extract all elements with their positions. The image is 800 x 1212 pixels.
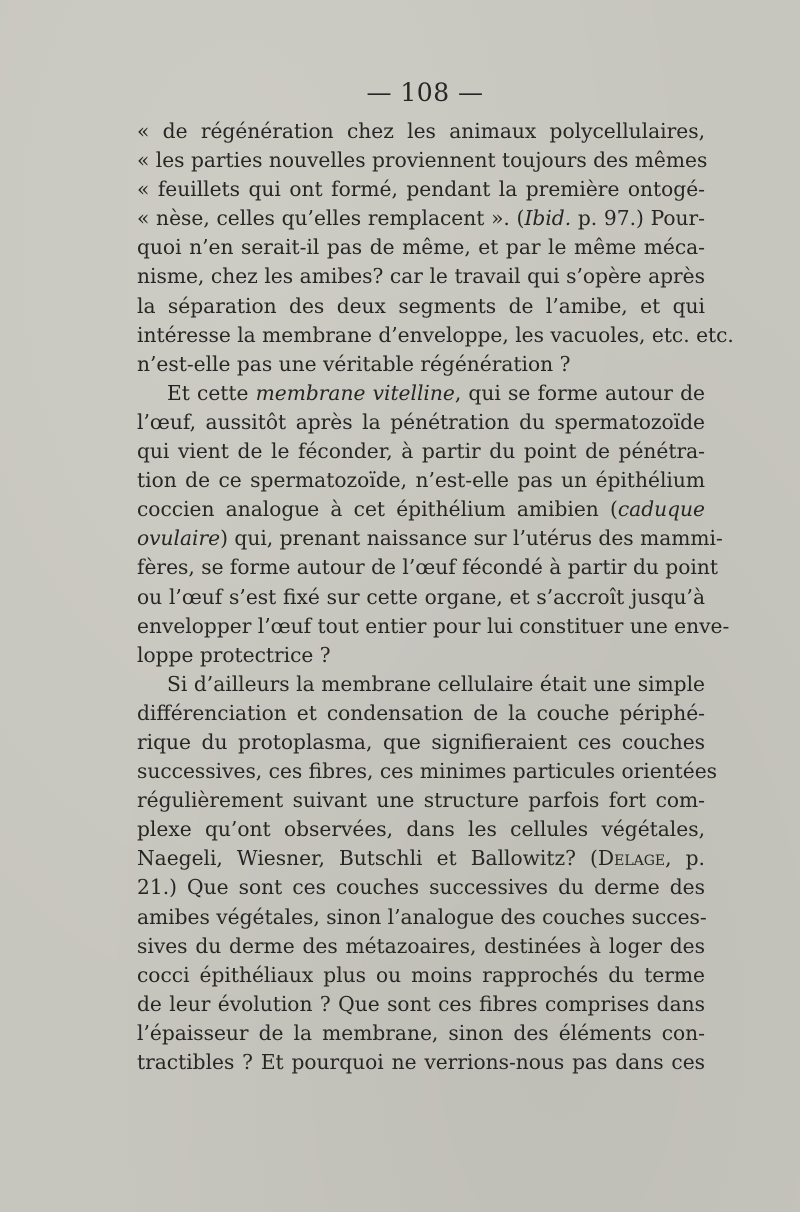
text-line	[137, 612, 730, 641]
line-text: tractibles ? Et pourquoi ne verrions-nous pas dans ces	[137, 1050, 705, 1074]
text-line	[137, 873, 705, 902]
line-text: l’épaisseur de la membrane, sinon des éléments con-	[137, 1020, 705, 1045]
line-text: « feuillets qui ont formé, pendant la première ontogé-	[137, 177, 705, 202]
text-line	[137, 1048, 705, 1077]
text-line	[137, 175, 705, 204]
line-text: régulièrement suivant une structure parfois fort com-	[137, 788, 705, 813]
text-line	[137, 1019, 705, 1048]
line-text: ou l’œuf s’est fixé sur cette organe, et s’accroît jusqu’à	[137, 584, 705, 609]
line-text: de leur évolution ? Que sont ces fibres comprises dans	[137, 991, 705, 1016]
text-line	[137, 757, 718, 786]
text-line	[137, 466, 705, 495]
text-line	[137, 495, 705, 524]
line-text: amibes végétales, sinon l’analogue des couches succes-	[137, 904, 707, 929]
text-line	[137, 204, 705, 233]
line-text: la séparation des deux segments de l’amibe, et qui	[137, 293, 705, 318]
paragraph-end-line	[137, 641, 705, 670]
paragraph-start-line	[137, 379, 705, 408]
text-line	[137, 321, 734, 350]
line-text: envelopper l’œuf tout entier pour lui constituer une enve-	[137, 613, 730, 638]
text-line	[137, 990, 705, 1019]
line-text: Et cette	[167, 380, 256, 405]
line-text: « nèse, celles qu’elles remplacent ». (	[137, 206, 525, 231]
line-text: quoi n’en serait-il pas de même, et par le même méca-	[137, 235, 705, 260]
line-text: différenciation et condensation de la couche périphé-	[137, 700, 705, 725]
text-line	[137, 146, 708, 175]
line-text: tion de ce spermatozoïde, n’est-elle pas un épithélium	[137, 468, 705, 493]
text-line	[137, 844, 705, 873]
text-line	[137, 961, 705, 990]
line-text: 21.) Que sont ces couches successives du derme des	[137, 875, 705, 900]
line-text: , p.	[665, 846, 705, 871]
text-line	[137, 408, 705, 437]
line-text: cocci épithéliaux plus ou moins rapprochés du terme	[137, 962, 705, 987]
line-text: sives du derme des métazoaires, destinées à loger des	[137, 933, 705, 958]
line-text: intéresse la membrane d’enveloppe, les vacuoles, etc. etc.	[137, 322, 734, 347]
text-line	[137, 728, 705, 757]
text-line	[137, 699, 705, 728]
line-text: plexe qu’ont observées, dans les cellules végétales,	[137, 817, 705, 842]
text-line	[137, 437, 705, 466]
paragraph-start-line	[137, 670, 705, 699]
text-line	[137, 786, 705, 815]
page-number: — 108 —	[366, 78, 484, 107]
text-line	[137, 903, 705, 932]
line-text: Si d’ailleurs la membrane cellulaire était une simple	[167, 671, 705, 696]
line-text: successives, ces fibres, ces minimes particules orientées	[137, 759, 718, 784]
text-line	[137, 292, 705, 321]
text-line	[137, 583, 705, 612]
line-text: loppe protectrice ?	[137, 642, 331, 667]
text-line	[137, 815, 705, 844]
line-text: p. 97.) Pour-	[571, 206, 705, 231]
paragraph-end-line	[137, 350, 705, 379]
line-text: nisme, chez les amibes? car le travail qui s’opère après	[137, 264, 705, 289]
text-line	[137, 233, 705, 262]
text-line	[137, 117, 705, 146]
line-text: coccien analogue à cet épithélium amibien (	[137, 497, 618, 522]
line-text: Naegeli, Wiesner, Butschli et Ballowitz? (	[137, 846, 598, 871]
line-text: rique du protoplasma, que signifieraient ces couches	[137, 729, 705, 754]
line-text: , qui se forme autour de	[454, 380, 705, 405]
line-text: « de régénération chez les animaux polycellulaires,	[137, 119, 705, 143]
text-line	[137, 932, 705, 961]
line-text: l’œuf, aussitôt après la pénétration du spermatozoïde	[137, 409, 705, 434]
line-text: ) qui, prenant naissance sur l’utérus des mammi-	[220, 526, 723, 551]
italic-text: ovulaire	[137, 526, 221, 551]
line-text: fères, se forme autour de l’œuf fécondé à partir du point	[137, 555, 718, 580]
italic-text: membrane vitelline	[255, 380, 455, 405]
text-line	[137, 262, 705, 291]
italic-text: caduque	[617, 497, 705, 522]
line-text: « les parties nouvelles proviennent toujours des mêmes	[137, 148, 708, 173]
author-reference: Delage	[597, 846, 666, 871]
line-text: qui vient de le féconder, à partir du point de pénétra-	[137, 439, 705, 464]
text-line	[137, 553, 718, 582]
line-text: n’est-elle pas une véritable régénération ?	[137, 351, 571, 376]
body-text	[137, 117, 734, 1077]
text-line	[137, 524, 723, 553]
italic-text: Ibid.	[524, 206, 572, 231]
